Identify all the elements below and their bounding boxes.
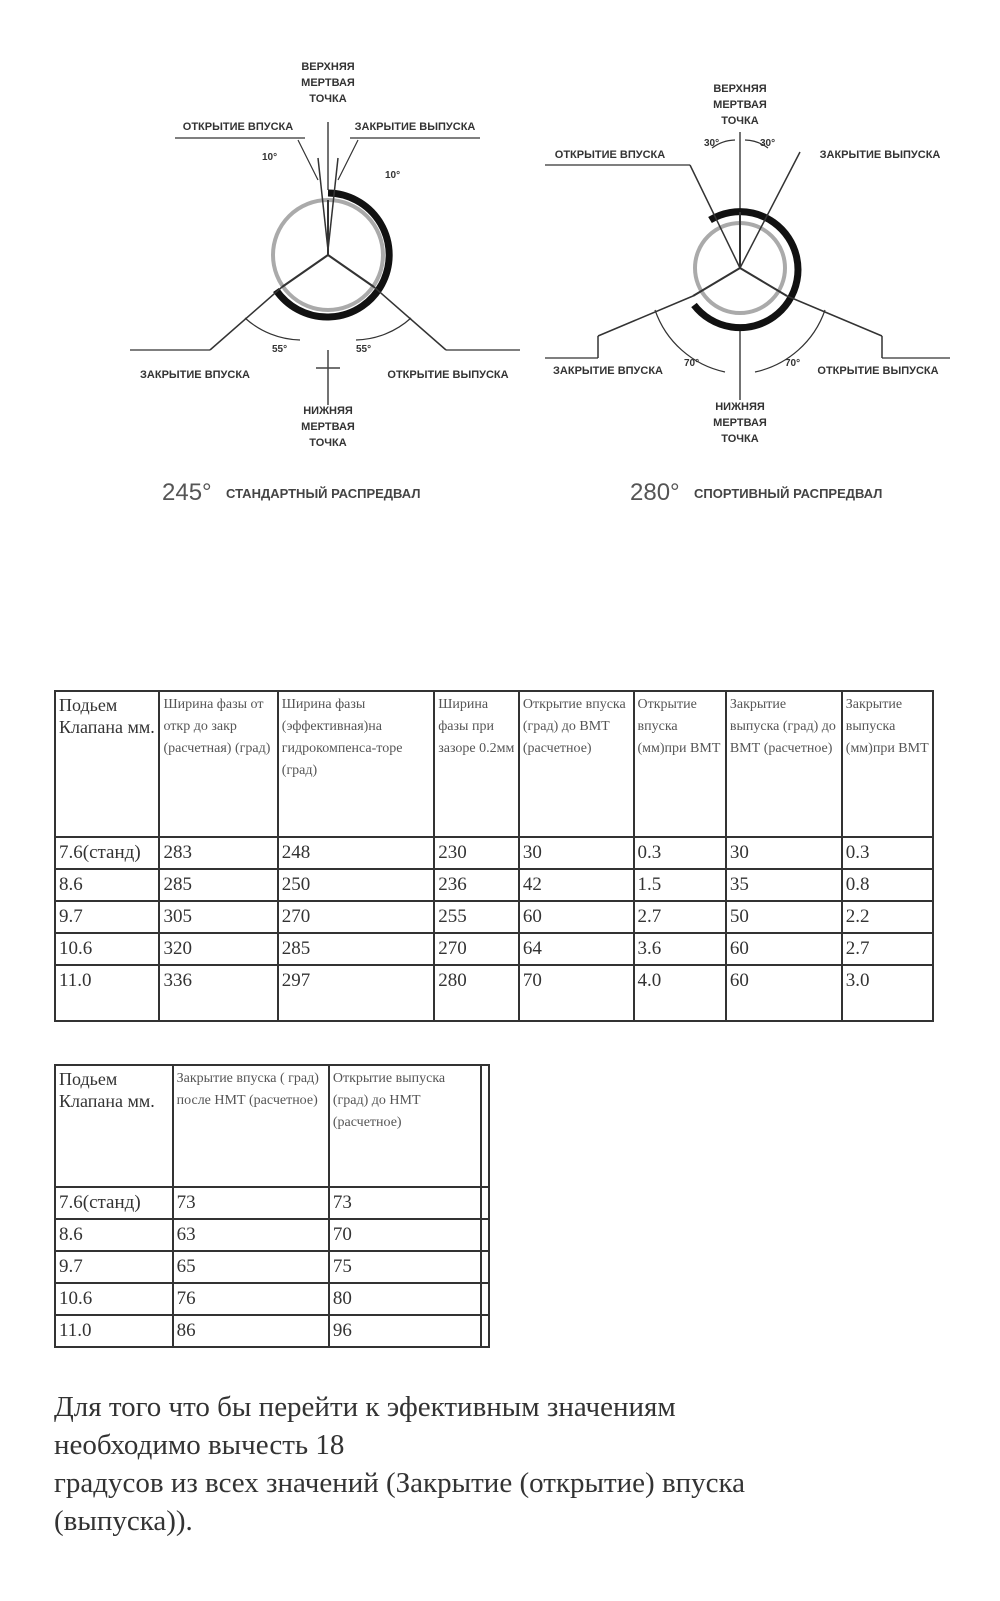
tdc-label-line3: ТОЧКА bbox=[721, 115, 759, 127]
table-row bbox=[55, 965, 933, 1021]
header-cell: Ширина фазы при зазоре 0.2мм bbox=[434, 691, 519, 837]
valve-lift-table bbox=[54, 690, 934, 1022]
angle-exhaust-open: 55° bbox=[356, 344, 372, 355]
table-cell: 285 bbox=[278, 933, 434, 965]
table-row bbox=[55, 1187, 489, 1219]
intake-close-label: ЗАКРЫТИЕ ВПУСКА bbox=[553, 365, 663, 377]
angle-exhaust-open: 70° bbox=[785, 358, 801, 369]
table-cell: 64 bbox=[519, 933, 634, 965]
table-header-row bbox=[55, 1065, 489, 1187]
table-cell: 73 bbox=[173, 1187, 329, 1219]
table-cell: 0.3 bbox=[842, 837, 933, 869]
header-cell: Подьем Клапана мм. bbox=[55, 1065, 173, 1187]
table-row bbox=[55, 1283, 489, 1315]
table-cell: 270 bbox=[434, 933, 519, 965]
header-cell: Открытие выпуска (град) до НМТ (расчетное) bbox=[329, 1065, 481, 1187]
tdc-label-line1: ВЕРХНЯЯ bbox=[713, 83, 767, 95]
table-cell: 60 bbox=[726, 933, 842, 965]
table-cell: 1.5 bbox=[634, 869, 726, 901]
bdc-label-line2: МЕРТВАЯ bbox=[713, 417, 767, 429]
header-cell: Закрытие впуска ( град) после НМТ (расчетное) bbox=[173, 1065, 329, 1187]
table-cell: 70 bbox=[329, 1219, 481, 1251]
table-cell: 42 bbox=[519, 869, 634, 901]
exhaust-close-label: ЗАКРЫТИЕ ВЫПУСКА bbox=[819, 149, 941, 161]
gap-cell bbox=[481, 1315, 489, 1347]
angle-exhaust-close: 30° bbox=[760, 138, 776, 149]
table-cell: 248 bbox=[278, 837, 434, 869]
table-cell: 8.6 bbox=[55, 1219, 173, 1251]
tdc-label-line2: МЕРТВАЯ bbox=[301, 77, 355, 89]
table-cell: 2.2 bbox=[842, 901, 933, 933]
standard-cam-diagram bbox=[130, 61, 520, 506]
table-cell: 86 bbox=[173, 1315, 329, 1347]
exhaust-open-label: ОТКРЫТИЕ ВЫПУСКА bbox=[817, 365, 939, 377]
table-cell: 320 bbox=[159, 933, 277, 965]
header-cell: Закрытие выпуска (град) до ВМТ (расчетное) bbox=[726, 691, 842, 837]
table-cell: 2.7 bbox=[634, 901, 726, 933]
table-cell: 10.6 bbox=[55, 1283, 173, 1315]
table-cell: 250 bbox=[278, 869, 434, 901]
table-cell: 9.7 bbox=[55, 1251, 173, 1283]
header-cell: Подьем Клапана мм. bbox=[55, 691, 159, 837]
table-cell: 63 bbox=[173, 1219, 329, 1251]
table-cell: 4.0 bbox=[634, 965, 726, 1021]
intake-open-label: ОТКРЫТИЕ ВПУСКА bbox=[182, 121, 294, 133]
table-cell: 35 bbox=[726, 869, 842, 901]
table-cell: 283 bbox=[159, 837, 277, 869]
table-row bbox=[55, 1315, 489, 1347]
table-row bbox=[55, 901, 933, 933]
gap-cell bbox=[481, 1219, 489, 1251]
bdc-label-line3: ТОЧКА bbox=[309, 437, 347, 449]
header-gap-cell bbox=[481, 1065, 489, 1187]
angle-exhaust-close: 10° bbox=[385, 170, 401, 181]
table-row bbox=[55, 933, 933, 965]
table-cell: 3.0 bbox=[842, 965, 933, 1021]
table-cell: 9.7 bbox=[55, 901, 159, 933]
header-cell: Ширина фазы от откр до закр (расчетная) (град) bbox=[159, 691, 277, 837]
table-cell: 73 bbox=[329, 1187, 481, 1219]
header-cell: Открытие впуска (град) до ВМТ (расчетное) bbox=[519, 691, 634, 837]
bdc-label-line3: ТОЧКА bbox=[721, 433, 759, 445]
caption-title: СПОРТИВНЫЙ РАСПРЕДВАЛ bbox=[694, 486, 883, 501]
table-cell: 230 bbox=[434, 837, 519, 869]
table-cell: 305 bbox=[159, 901, 277, 933]
table-cell: 2.7 bbox=[842, 933, 933, 965]
table-cell: 280 bbox=[434, 965, 519, 1021]
table-cell: 60 bbox=[726, 965, 842, 1021]
table-cell: 7.6(станд) bbox=[55, 837, 159, 869]
caption-duration: 280° bbox=[630, 479, 680, 506]
table-cell: 255 bbox=[434, 901, 519, 933]
table-cell: 75 bbox=[329, 1251, 481, 1283]
table-cell: 60 bbox=[519, 901, 634, 933]
caption-duration: 245° bbox=[162, 479, 212, 506]
intake-open-label: ОТКРЫТИЕ ВПУСКА bbox=[554, 149, 666, 161]
table-cell: 11.0 bbox=[55, 1315, 173, 1347]
table-header-row bbox=[55, 691, 933, 837]
sport-cam-diagram bbox=[545, 83, 950, 506]
table-cell: 297 bbox=[278, 965, 434, 1021]
table-cell: 0.3 bbox=[634, 837, 726, 869]
bdc-timing-table bbox=[54, 1064, 490, 1348]
table-cell: 0.8 bbox=[842, 869, 933, 901]
table-cell: 30 bbox=[726, 837, 842, 869]
angle-intake-close: 70° bbox=[684, 358, 700, 369]
table-row bbox=[55, 1219, 489, 1251]
table-cell: 50 bbox=[726, 901, 842, 933]
gap-cell bbox=[481, 1283, 489, 1315]
valve-timing-diagrams bbox=[0, 0, 1000, 540]
tdc-label-line2: МЕРТВАЯ bbox=[713, 99, 767, 111]
note-line: (выпуска)). bbox=[54, 1505, 193, 1537]
note-line: градусов из всех значений (Закрытие (открытие) впуска bbox=[54, 1467, 746, 1499]
header-cell: Ширина фазы (эффективная)на гидрокомпенса-торе (град) bbox=[278, 691, 434, 837]
note-line: Для того что бы перейти к эфективным значениям bbox=[54, 1391, 676, 1423]
table-cell: 8.6 bbox=[55, 869, 159, 901]
exhaust-open-label: ОТКРЫТИЕ ВЫПУСКА bbox=[387, 369, 509, 381]
tdc-label-line1: ВЕРХНЯЯ bbox=[301, 61, 355, 73]
table-cell: 270 bbox=[278, 901, 434, 933]
header-cell: Закрытие выпуска (мм)при ВМТ bbox=[842, 691, 933, 837]
tdc-label-line3: ТОЧКА bbox=[309, 93, 347, 105]
table-cell: 7.6(станд) bbox=[55, 1187, 173, 1219]
table-cell: 336 bbox=[159, 965, 277, 1021]
angle-intake-close: 55° bbox=[272, 344, 288, 355]
header-cell: Открытие впуска (мм)при ВМТ bbox=[634, 691, 726, 837]
table-row bbox=[55, 869, 933, 901]
bdc-label-line2: МЕРТВАЯ bbox=[301, 421, 355, 433]
table-cell: 96 bbox=[329, 1315, 481, 1347]
table-cell: 80 bbox=[329, 1283, 481, 1315]
exhaust-close-label: ЗАКРЫТИЕ ВЫПУСКА bbox=[354, 121, 476, 133]
table-cell: 10.6 bbox=[55, 933, 159, 965]
note-paragraph bbox=[54, 1388, 954, 1540]
gap-cell bbox=[481, 1187, 489, 1219]
bdc-label-line1: НИЖНЯЯ bbox=[715, 401, 765, 413]
table-cell: 76 bbox=[173, 1283, 329, 1315]
table-cell: 285 bbox=[159, 869, 277, 901]
table-row bbox=[55, 837, 933, 869]
table-cell: 11.0 bbox=[55, 965, 159, 1021]
table-cell: 70 bbox=[519, 965, 634, 1021]
bdc-label-line1: НИЖНЯЯ bbox=[303, 405, 353, 417]
table-cell: 65 bbox=[173, 1251, 329, 1283]
intake-close-label: ЗАКРЫТИЕ ВПУСКА bbox=[140, 369, 250, 381]
angle-intake-open: 30° bbox=[704, 138, 720, 149]
table-row bbox=[55, 1251, 489, 1283]
angle-intake-open: 10° bbox=[262, 152, 278, 163]
table-cell: 3.6 bbox=[634, 933, 726, 965]
gap-cell bbox=[481, 1251, 489, 1283]
caption-title: СТАНДАРТНЫЙ РАСПРЕДВАЛ bbox=[226, 486, 421, 501]
table-cell: 30 bbox=[519, 837, 634, 869]
note-line: необходимо вычесть 18 bbox=[54, 1429, 345, 1461]
table-cell: 236 bbox=[434, 869, 519, 901]
